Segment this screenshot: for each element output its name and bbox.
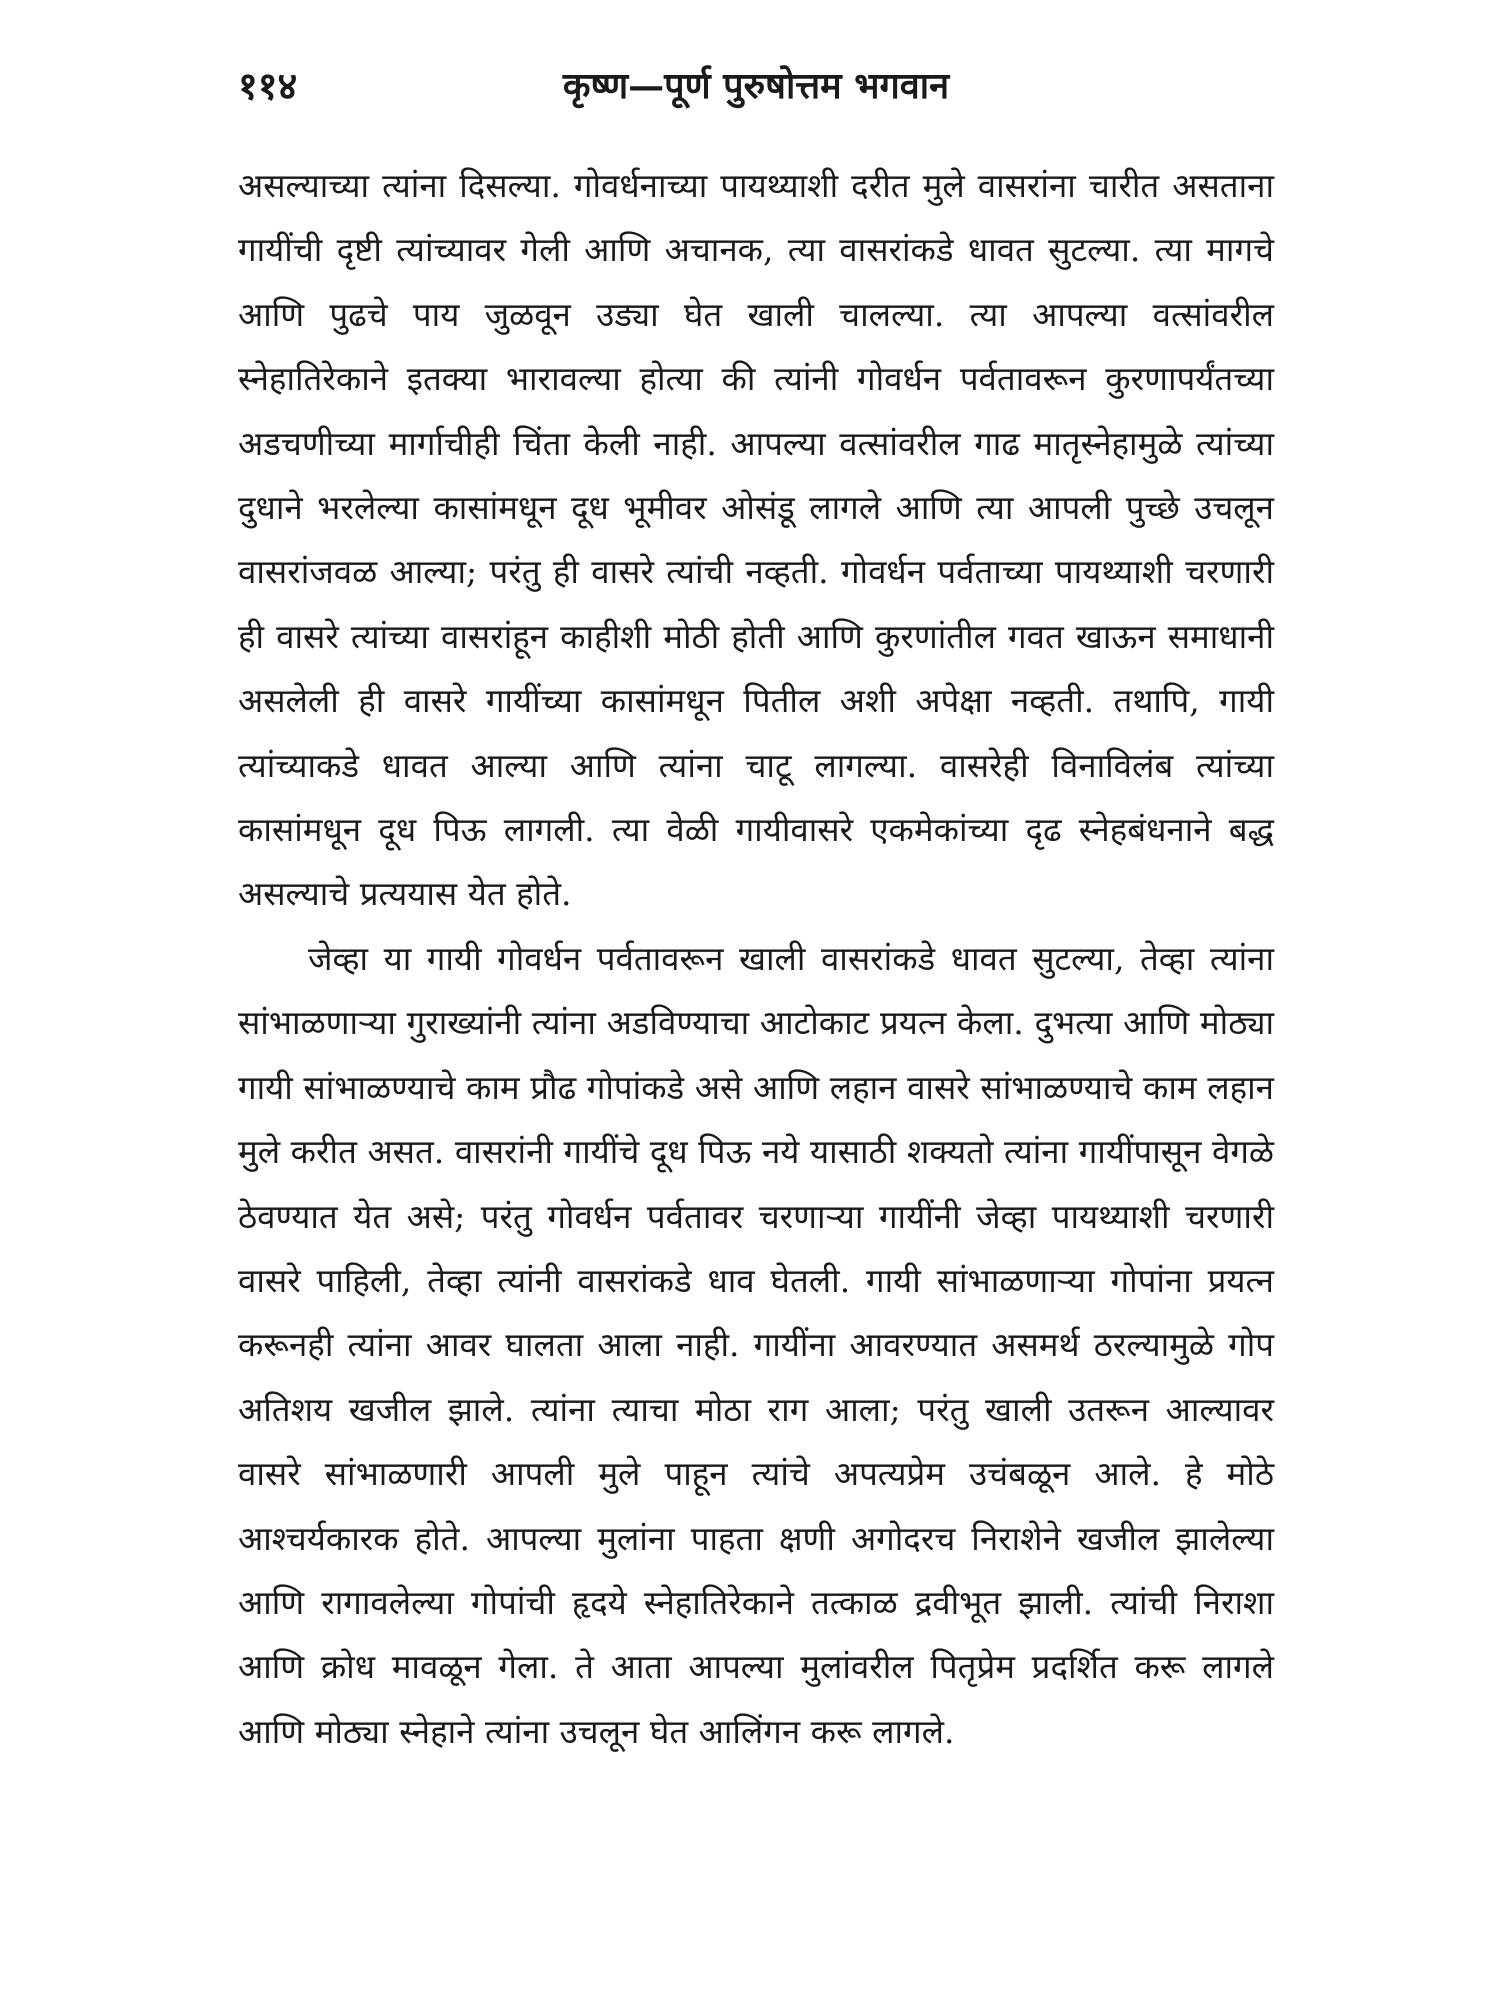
page-header [238,58,1274,114]
paragraph-1: असल्याच्या त्यांना दिसल्या. गोवर्धनाच्या पायथ्याशी दरीत मुले वासरांना चारीत असताना गायींची दृष्टी त्यांच्यावर गेली आणि अचानक, त्या वासरांकडे धावत सुटल्या. त्या मागचे आणि पुढचे पाय जुळवून उड्या घेत खाली चालल्या. त्या आपल्या वत्सांवरील स्नेहातिरेकाने इतक्या भारावल्या होत्या की त्यांनी गोवर्धन पर्वतावरून कुरणापर्यंतच्या अडचणीच्या मार्गाचीही चिंता केली नाही. आपल्या वत्सांवरील गाढ मातृस्नेहामुळे त्यांच्या दुधाने भरलेल्या कासांमधून दूध भूमीवर ओसंडू लागले आणि त्या आपली पुच्छे उचलून वासरांजवळ आल्या; परंतु ही वासरे त्यांची नव्हती. गोवर्धन पर्वताच्या पायथ्याशी चरणारी ही वासरे त्यांच्या वासरांहून काहीशी मोठी होती आणि कुरणांतील गवत खाऊन समाधानी असलेली ही वासरे गायींच्या कासांमधून पितील अशी अपेक्षा नव्हती. तथापि, गायी त्यांच्याकडे धावत आल्या आणि त्यांना चाटू लागल्या. वासरेही विनाविलंब त्यांच्या कासांमधून दूध पिऊ लागली. त्या वेळी गायीवासरे एकमेकांच्या दृढ स्नेहबंधनाने बद्ध असल्याचे प्रत्ययास येत होते. [238,166,1274,914]
body-text [238,154,1274,1764]
paragraph-2: जेव्हा या गायी गोवर्धन पर्वतावरून खाली वासरांकडे धावत सुटल्या, तेव्हा त्यांना सांभाळणाऱ्या गुराख्यांनी त्यांना अडविण्याचा आटोकाट प्रयत्न केला. दुभत्या आणि मोठ्या गायी सांभाळण्याचे काम प्रौढ गोपांकडे असे आणि लहान वासरे सांभाळण्याचे काम लहान मुले करीत असत. वासरांनी गायींचे दूध पिऊ नये यासाठी शक्यतो त्यांना गायींपासून वेगळे ठेवण्यात येत असे; परंतु गोवर्धन पर्वतावर चरणाऱ्या गायींनी जेव्हा पायथ्याशी चरणारी वासरे पाहिली, तेव्हा त्यांनी वासरांकडे धाव घेतली. गायी सांभाळणाऱ्या गोपांना प्रयत्न करूनही त्यांना आवर घालता आला नाही. गायींना आवरण्यात असमर्थ ठरल्यामुळे गोप अतिशय खजील झाले. त्यांना त्याचा मोठा राग आला; परंतु खाली उतरून आल्यावर वासरे सांभाळणारी आपली मुले पाहून त्यांचे अपत्यप्रेम उचंबळून आले. हे मोठे आश्चर्यकारक होते. आपल्या मुलांना पाहता क्षणी अगोदरच निराशेने खजील झालेल्या आणि रागावलेल्या गोपांची हृदये स्नेहातिरेकाने तत्काळ द्रवीभूत झाली. त्यांची निराशा आणि क्रोध मावळून गेला. ते आता आपल्या मुलांवरील पितृप्रेम प्रदर्शित करू लागले आणि मोठ्या स्नेहाने त्यांना उचलून घेत आलिंगन करू लागले. [238,938,1274,1751]
book-page [238,58,1274,1958]
page-number: ११४ [238,63,298,108]
running-title: कृष्ण—पूर्ण पुरुषोत्तम भगवान [562,65,950,107]
